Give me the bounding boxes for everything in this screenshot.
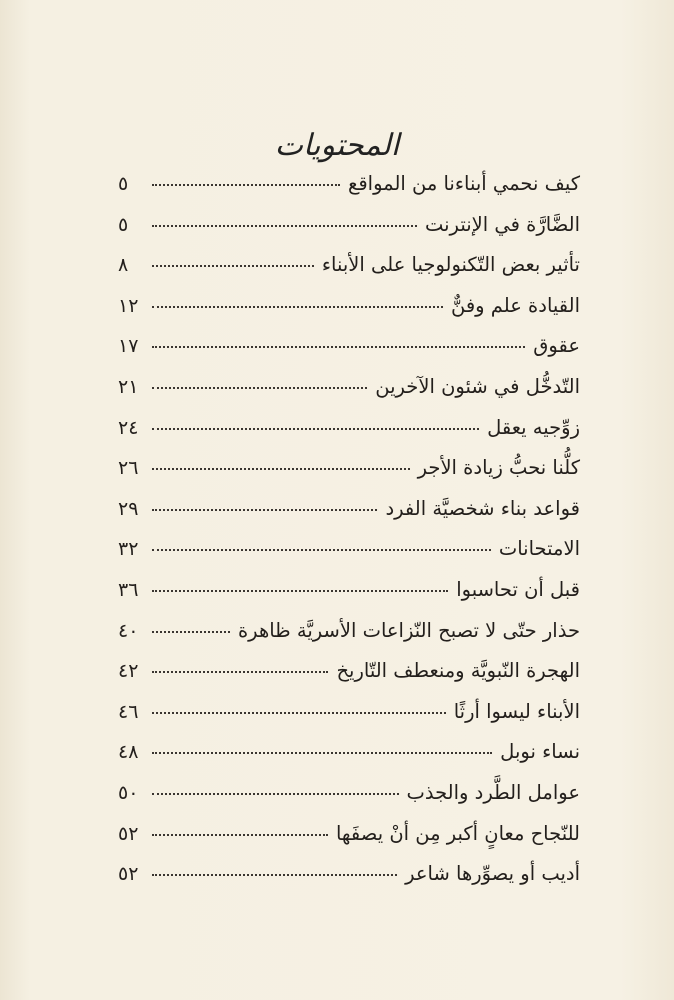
toc-entry-page-number: ٥٢ [118,863,139,886]
toc-entry-page-number: ١٧ [118,335,139,358]
toc-entry [118,740,580,781]
toc-entry [118,781,580,822]
dot-leader [152,712,446,714]
toc-entry-page-number: ٥٠ [118,781,139,804]
toc-entry-page-number: ٣٢ [118,538,139,561]
toc-entry [118,700,580,741]
dot-leader [152,265,314,267]
toc-entry [118,253,580,294]
dot-leader [152,468,410,470]
dot-leader [152,225,417,227]
dot-leader [152,549,491,551]
toc-entry [118,822,580,863]
toc-entry-title: حذار حتّى لا تصبح النّزاعات الأسريَّة ظاهرة [237,618,580,642]
table-of-contents [118,172,580,903]
toc-entry-title: كيف نحمي أبناءنا من المواقع [347,172,580,195]
toc-entry [118,456,580,497]
toc-entry-title: للنّجاح معانٍ أكبر مِن أنْ يصفَها [335,821,580,845]
dot-leader [152,306,443,308]
dot-leader [152,671,328,673]
toc-entry [118,497,580,538]
toc-entry [118,537,580,578]
toc-entry-page-number: ٤٦ [118,700,139,723]
toc-entry-page-number: ٢٦ [118,457,139,480]
toc-entry [118,172,580,213]
dot-leader [152,793,399,795]
toc-entry [118,416,580,457]
toc-entry-page-number: ٢٤ [118,416,139,439]
dot-leader [152,631,230,633]
toc-entry [118,619,580,660]
toc-entry-page-number: ٢٩ [118,497,139,520]
toc-entry-page-number: ٥ [118,173,129,195]
toc-entry-page-number: ٤٠ [118,619,139,642]
dot-leader [152,509,377,511]
dot-leader [152,590,448,592]
toc-entry [118,659,580,700]
toc-entry [118,294,580,335]
toc-entry-page-number: ١٢ [118,294,139,317]
dot-leader [152,346,525,348]
toc-entry-title: عوامل الطَّرد والجذب [406,780,580,804]
toc-entry-page-number: ٢١ [118,375,139,398]
toc-entry-page-number: ٨ [118,254,129,277]
toc-entry-title: الأبناء ليسوا أرثًا [453,699,580,723]
dot-leader [152,834,328,836]
toc-entry-title: تأثير بعض التّكنولوجيا على الأبناء [321,253,580,277]
toc-entry-title: الامتحانات [498,537,580,561]
toc-entry-title: القيادة علم وفنٌّ [451,293,580,317]
dot-leader [152,752,492,754]
toc-entry-page-number: ٣٦ [118,578,139,601]
toc-entry-title: نساء نوبل [500,740,580,764]
toc-entry-title: قواعد بناء شخصيَّة الفرد [385,496,580,520]
dot-leader [152,874,397,876]
toc-entry-title: التّدخُّل في شئون الآخرين [375,374,580,398]
toc-entry-title: قبل أن تحاسبوا [456,577,580,601]
dot-leader [152,428,479,430]
toc-entry-title: أديب أو يصوِّرها شاعر [405,862,580,886]
toc-entry-page-number: ٥ [118,213,129,236]
toc-entry-title: زوِّجيه يعقل [487,415,580,439]
toc-entry [118,578,580,619]
dot-leader [152,387,367,389]
toc-entry-title: الضَّارَّة في الإنترنت [424,212,580,236]
toc-entry-page-number: ٤٨ [118,741,139,764]
toc-entry [118,375,580,416]
toc-entry-title: الهجرة النّبويَّة ومنعطف التّاريخ [336,659,580,683]
toc-entry-page-number: ٤٢ [118,660,139,683]
page-title: المحتويات [274,128,400,163]
toc-entry-page-number: ٥٢ [118,822,139,845]
toc-entry [118,213,580,254]
toc-entry-title: عقوق [533,334,580,358]
toc-entry [118,862,580,903]
toc-entry [118,334,580,375]
toc-entry-title: كلُّنا نحبُّ زيادة الأجر [417,456,580,480]
dot-leader [152,184,340,186]
